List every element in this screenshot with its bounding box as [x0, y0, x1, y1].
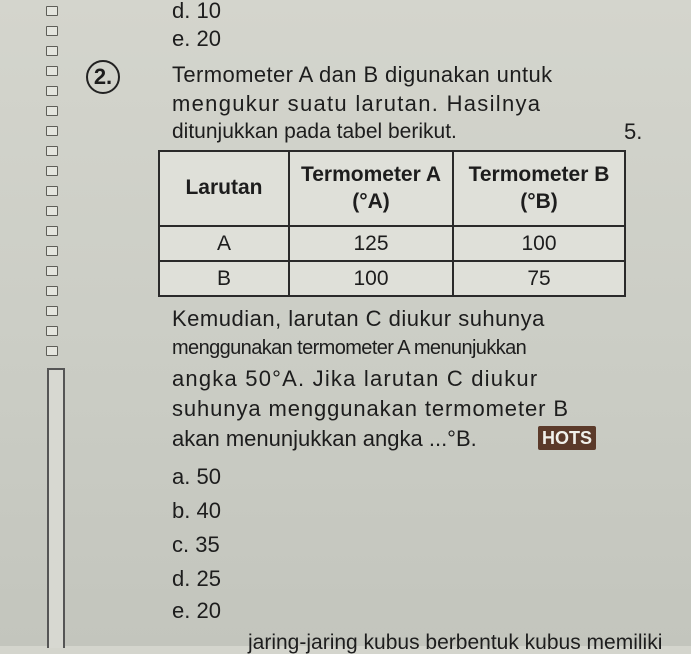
- table-header-row: [159, 151, 625, 226]
- header-termometer-a: Termometer A (°A): [289, 151, 453, 226]
- body-line-5: akan menunjukkan angka ...°B.: [172, 426, 477, 451]
- option-a: a. 50: [172, 464, 221, 489]
- side-number: 5.: [624, 119, 643, 144]
- thermometer-table: [158, 150, 626, 297]
- option-e: e. 20: [172, 598, 221, 623]
- header-termometer-b: Termometer B (°B): [453, 151, 625, 226]
- top-option-e: e. 20: [172, 26, 221, 51]
- cell-a-value: 100: [289, 261, 453, 296]
- body-line-2: menggunakan termometer A menunjukkan: [172, 337, 527, 359]
- bottom-partial-line: jaring-jaring kubus berbentuk kubus memiliki: [248, 631, 663, 654]
- margin-box: [47, 368, 65, 648]
- table-row: [159, 226, 625, 261]
- cell-b-value: 75: [453, 261, 625, 296]
- option-d: d. 25: [172, 566, 221, 591]
- cell-larutan: A: [159, 226, 289, 261]
- table-row: [159, 261, 625, 296]
- cell-larutan: B: [159, 261, 289, 296]
- cell-b-value: 100: [453, 226, 625, 261]
- top-option-d: d. 10: [172, 0, 221, 23]
- option-b: b. 40: [172, 498, 221, 523]
- body-line-4: suhunya menggunakan termometer B: [172, 396, 569, 421]
- question-line-2: mengukur suatu larutan. Hasilnya: [172, 91, 542, 116]
- body-line-3: angka 50°A. Jika larutan C diukur: [172, 366, 539, 391]
- body-line-1: Kemudian, larutan C diukur suhunya: [172, 306, 545, 331]
- notebook-binding: [38, 0, 66, 360]
- cell-a-value: 125: [289, 226, 453, 261]
- question-line-1: Termometer A dan B digunakan untuk: [172, 62, 553, 87]
- question-number: 2.: [86, 60, 120, 94]
- question-line-3: ditunjukkan pada tabel berikut.: [172, 120, 457, 143]
- option-c: c. 35: [172, 532, 220, 557]
- hots-badge: HOTS: [538, 426, 596, 450]
- header-larutan: Larutan: [159, 151, 289, 226]
